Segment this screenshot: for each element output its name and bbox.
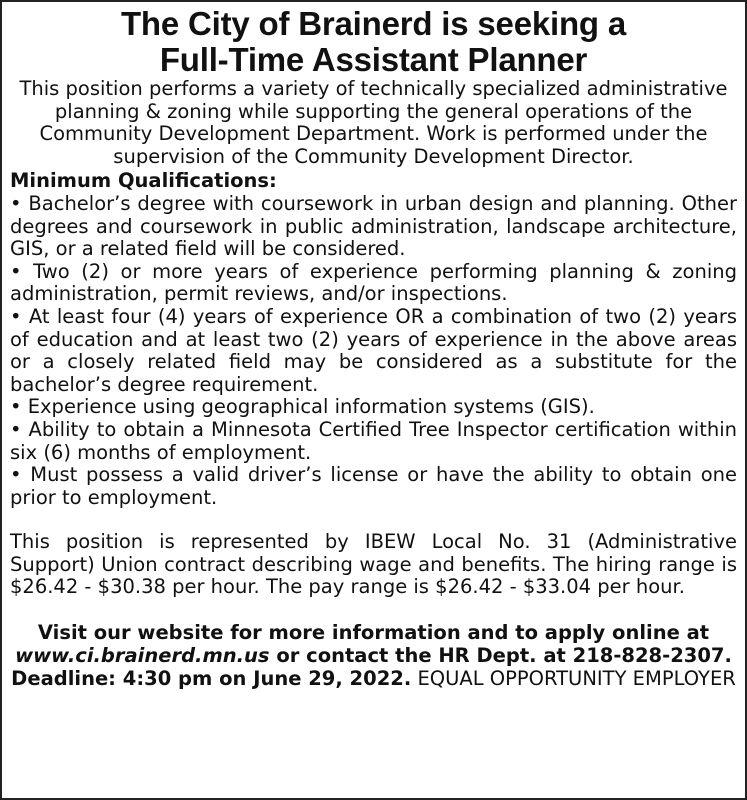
- qualification-item: • Ability to obtain a Minnesota Certified Tree Inspector certification within six (6) months of employment.: [10, 417, 737, 464]
- qualification-item: • Experience using geographical information systems (GIS).: [10, 395, 595, 419]
- eoe-statement: EQUAL OPPORTUNITY EMPLOYER: [411, 667, 736, 691]
- qualifications-heading: Minimum Qualifications:: [10, 169, 277, 193]
- qualification-item: • At least four (4) years of experience OR a combination of two (2) years of education and at least two (2) years of experience in the above areas or a closely related field may be considered as a substitute for the bachelor’s degree requirement.: [10, 304, 737, 396]
- qualification-item: • Bachelor’s degree with coursework in urban design and planning. Other degrees and coursework in public administration, landscape architecture, GIS, or a related field will be considered.: [10, 191, 737, 261]
- contact-deadline-text: or contact the HR Dept. at 218-828-2307. Deadline: 4:30 pm on June 29, 2022.: [11, 644, 732, 691]
- position-summary: This position performs a variety of technically specialized administrative planning & zoning while supporting the general operations of the Community Development Department. Work is performed under the supervision of the Community Development Director.: [19, 77, 728, 168]
- qualification-item: • Must possess a valid driver’s license or have the ability to obtain one prior to employment.: [10, 463, 737, 509]
- qualification-item: • Two (2) or more years of experience performing planning & zoning administration, permit reviews, and/or inspections.: [10, 259, 737, 306]
- union-pay-paragraph: This position is represented by IBEW Local No. 31 (Administrative Support) Union contract describing wage and benefits. The hiring range is $26.42 - $30.38 per hour. The pay range is $26.42 - $33.04 per hour.: [10, 530, 737, 599]
- application-info: [10, 621, 737, 690]
- title-line-2: Full-Time Assistant Planner: [159, 41, 588, 78]
- apply-lead-text: Visit our website for more information and to apply online at: [37, 621, 710, 645]
- ad-title: [10, 6, 737, 78]
- title-line-1: The City of Brainerd is seeking a: [120, 5, 627, 42]
- website-link[interactable]: www.ci.brainerd.mn.us: [15, 644, 270, 668]
- qualifications-list: [10, 193, 737, 509]
